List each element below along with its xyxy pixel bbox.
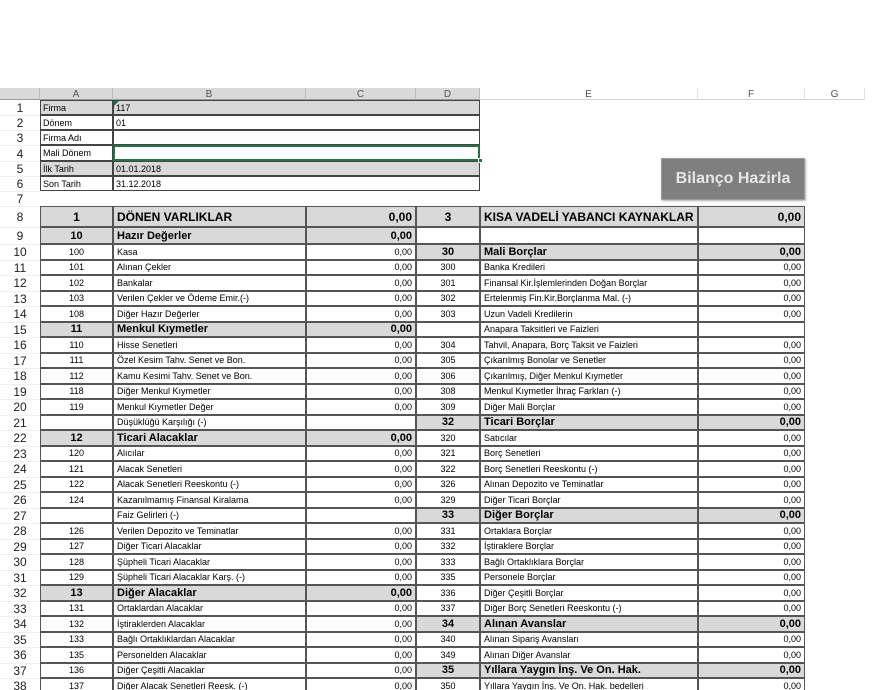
cell-e[interactable]: Anapara Taksitleri ve Faizleri	[480, 322, 698, 338]
cell-c[interactable]: 0,00	[306, 585, 416, 601]
cell-e[interactable]: Diğer Çeşitli Borçlar	[480, 585, 698, 601]
sheet-row	[0, 664, 881, 680]
cell-f[interactable]: 0,00	[698, 206, 805, 227]
cell-b[interactable]: Diğer Alacaklar	[113, 585, 306, 601]
row-number[interactable]: 12	[0, 276, 40, 292]
sheet-row	[0, 431, 881, 447]
sheet-row	[0, 131, 881, 146]
cell-e[interactable]: Personele Borçlar	[480, 570, 698, 586]
sheet-row	[0, 633, 881, 649]
cell-e[interactable]: Alınan Depozito ve Teminatlar	[480, 477, 698, 493]
cell-a[interactable]: 108	[40, 306, 113, 322]
cell-d[interactable]: 321	[416, 446, 480, 462]
cell-e[interactable]: Alınan Avanslar	[480, 616, 698, 632]
cell-c[interactable]: 0,00	[306, 353, 416, 369]
cell-f[interactable]: 0,00	[698, 647, 805, 663]
row-number[interactable]: 26	[0, 493, 40, 509]
cell-e[interactable]: Finansal Kir.İşlemlerinden Doğan Borçlar	[480, 275, 698, 291]
cell-a[interactable]: 110	[40, 337, 113, 353]
bilanco-hazirla-button[interactable]: Bilanço Hazirla	[661, 158, 805, 200]
cell-d[interactable]: 304	[416, 337, 480, 353]
cell-e[interactable]: Alınan Diğer Avanslar	[480, 647, 698, 663]
sheet-row	[0, 354, 881, 370]
cell-e[interactable]: Diğer Borç Senetleri Reeskontu (-)	[480, 601, 698, 617]
sheet-row	[0, 307, 881, 323]
cell-d[interactable]: 301	[416, 275, 480, 291]
cell-c[interactable]: 0,00	[306, 227, 416, 244]
cell-e[interactable]: Ortaklara Borçlar	[480, 523, 698, 539]
cell-d[interactable]	[416, 227, 480, 244]
cell-d[interactable]: 308	[416, 384, 480, 400]
cell-f[interactable]: 0,00	[698, 678, 805, 690]
cell-c[interactable]: 0,00	[306, 663, 416, 679]
row-number[interactable]: 18	[0, 369, 40, 385]
cell-a[interactable]: 132	[40, 616, 113, 632]
select-all-corner[interactable]	[0, 88, 40, 100]
cell-e[interactable]: Uzun Vadeli Kredilerin	[480, 306, 698, 322]
cell-f[interactable]: 0,00	[698, 554, 805, 570]
cell-b[interactable]: Kazanılmamış Finansal Kiralama	[113, 492, 306, 508]
fill-handle[interactable]	[478, 158, 483, 163]
cell-d[interactable]: 35	[416, 663, 480, 679]
row-number[interactable]: 3	[0, 131, 40, 146]
cell-a[interactable]: 121	[40, 461, 113, 477]
row-number[interactable]: 8	[0, 207, 40, 228]
sheet-row	[0, 617, 881, 633]
cell-c[interactable]: 0,00	[306, 275, 416, 291]
cell-f[interactable]: 0,00	[698, 461, 805, 477]
row-number[interactable]: 25	[0, 478, 40, 494]
cell-d[interactable]: 349	[416, 647, 480, 663]
column-header-c[interactable]: C	[306, 88, 416, 100]
cell-f[interactable]: 0,00	[698, 508, 805, 524]
cell-f[interactable]: 0,00	[698, 601, 805, 617]
row-number[interactable]: 10	[0, 245, 40, 261]
cell-a[interactable]: 135	[40, 647, 113, 663]
sheet-row	[0, 447, 881, 463]
cell-b[interactable]: Verilen Depozito ve Teminatlar	[113, 523, 306, 539]
row-number[interactable]: 20	[0, 400, 40, 416]
cell-a[interactable]: 13	[40, 585, 113, 601]
cell-c[interactable]: 0,00	[306, 554, 416, 570]
sheet-row	[0, 369, 881, 385]
cell-c[interactable]: 0,00	[306, 306, 416, 322]
sheet-row	[0, 462, 881, 478]
cell-d[interactable]: 32	[416, 415, 480, 431]
cell-b[interactable]: Diğer Menkul Kıymetler	[113, 384, 306, 400]
cell-e[interactable]: Çıkarılmış, Diğer Menkul Kıymetler	[480, 368, 698, 384]
sheet-row	[0, 555, 881, 571]
cell-b[interactable]: Düşüklüğü Karşılığı (-)	[113, 415, 306, 431]
cell-d[interactable]: 309	[416, 399, 480, 415]
cell-f[interactable]: 0,00	[698, 430, 805, 446]
cell-c[interactable]: 0,00	[306, 523, 416, 539]
cell-e[interactable]: Borç Senetleri Reeskontu (-)	[480, 461, 698, 477]
cell-b[interactable]: Hazır Değerler	[113, 227, 306, 244]
cell-f[interactable]: 0,00	[698, 260, 805, 276]
sheet-row	[0, 385, 881, 401]
cell-d[interactable]: 335	[416, 570, 480, 586]
cell-e[interactable]: Ertelenmiş Fin.Kir.Borçlanma Mal. (-)	[480, 291, 698, 307]
cell-b[interactable]: Alacak Senetleri	[113, 461, 306, 477]
cell-b[interactable]: Ortaklardan Alacaklar	[113, 601, 306, 617]
comment-indicator-icon	[114, 101, 119, 106]
column-header-g[interactable]: G	[805, 88, 865, 100]
cell-b[interactable]: Özel Kesim Tahv. Senet ve Bon.	[113, 353, 306, 369]
cell-f[interactable]: 0,00	[698, 616, 805, 632]
cell-a[interactable]	[40, 508, 113, 524]
cell-f[interactable]: 0,00	[698, 477, 805, 493]
cell-d[interactable]: 303	[416, 306, 480, 322]
row-number[interactable]: 27	[0, 509, 40, 525]
row-number[interactable]: 32	[0, 586, 40, 602]
cell-c[interactable]: 0,00	[306, 632, 416, 648]
cell-d[interactable]: 329	[416, 492, 480, 508]
cell-b[interactable]: Diğer Alacak Senetleri Reesk. (-)	[113, 678, 306, 690]
row-number[interactable]: 17	[0, 354, 40, 370]
cell-c[interactable]	[306, 415, 416, 431]
info-label-cell[interactable]: Firma Adı	[40, 130, 113, 145]
cell-a[interactable]	[40, 415, 113, 431]
column-header-bar	[0, 88, 881, 100]
cell-c[interactable]: 0,00	[306, 244, 416, 260]
cell-f[interactable]: 0,00	[698, 399, 805, 415]
cell-f[interactable]	[698, 322, 805, 338]
cell-d[interactable]: 337	[416, 601, 480, 617]
cell-d[interactable]: 306	[416, 368, 480, 384]
cell-a[interactable]: 126	[40, 523, 113, 539]
cell-d[interactable]: 333	[416, 554, 480, 570]
sheet-row	[0, 540, 881, 556]
cell-b[interactable]: Faiz Gelirleri (-)	[113, 508, 306, 524]
cell-a[interactable]: 122	[40, 477, 113, 493]
cell-b[interactable]: İştiraklerden Alacaklar	[113, 616, 306, 632]
cell-d[interactable]: 320	[416, 430, 480, 446]
cell-d[interactable]: 331	[416, 523, 480, 539]
column-header-a[interactable]: A	[40, 88, 113, 100]
cell-b[interactable]: DÖNEN VARLIKLAR	[113, 206, 306, 227]
cell-e[interactable]: İştiraklere Borçlar	[480, 539, 698, 555]
sheet-row	[0, 116, 881, 131]
cell-f[interactable]: 0,00	[698, 337, 805, 353]
info-label-cell[interactable]: İlk Tarih	[40, 161, 113, 176]
cell-a[interactable]: 128	[40, 554, 113, 570]
cell-e[interactable]: Diğer Ticari Borçlar	[480, 492, 698, 508]
cell-c[interactable]	[306, 508, 416, 524]
cell-e[interactable]: Çıkarılmış Bonolar ve Senetler	[480, 353, 698, 369]
cell-b[interactable]: Personelden Alacaklar	[113, 647, 306, 663]
cell-b[interactable]: Diğer Çeşitli Alacaklar	[113, 663, 306, 679]
cell-f[interactable]: 0,00	[698, 306, 805, 322]
row-number[interactable]: 37	[0, 664, 40, 680]
cell-d[interactable]: 3	[416, 206, 480, 227]
cell-b[interactable]: Menkul Kıymetler Değer	[113, 399, 306, 415]
cell-e[interactable]: Tahvil, Anapara, Borç Taksit ve Faizleri	[480, 337, 698, 353]
row-number[interactable]: 33	[0, 602, 40, 618]
row-number[interactable]: 22	[0, 431, 40, 447]
cell-e[interactable]: Ticari Borçlar	[480, 415, 698, 431]
row-number[interactable]: 30	[0, 555, 40, 571]
info-label-cell[interactable]: Firma	[40, 100, 113, 115]
row-number[interactable]: 38	[0, 679, 40, 690]
cell-b[interactable]: Hisse Senetleri	[113, 337, 306, 353]
cell-a[interactable]: 136	[40, 663, 113, 679]
cell-b[interactable]: Alıcılar	[113, 446, 306, 462]
sheet-row	[0, 292, 881, 308]
info-value-cell[interactable]: 117	[113, 100, 480, 115]
sheet-row	[0, 207, 881, 228]
cell-e[interactable]: Yıllara Yaygın İnş. Ve On. Hak.	[480, 663, 698, 679]
cell-f[interactable]: 0,00	[698, 415, 805, 431]
cell-d[interactable]: 302	[416, 291, 480, 307]
cell-a[interactable]: 10	[40, 227, 113, 244]
cell-d[interactable]: 30	[416, 244, 480, 260]
cell-f[interactable]: 0,00	[698, 663, 805, 679]
column-header-d[interactable]: D	[416, 88, 480, 100]
cell-e[interactable]: Diğer Borçlar	[480, 508, 698, 524]
info-value-cell[interactable]: 01	[113, 115, 480, 130]
sheet-row	[0, 478, 881, 494]
cell-d[interactable]	[416, 322, 480, 338]
row-number[interactable]: 5	[0, 162, 40, 177]
info-label-cell[interactable]: Son Tarih	[40, 176, 113, 191]
row-number[interactable]: 6	[0, 177, 40, 192]
row-number[interactable]: 21	[0, 416, 40, 432]
cell-a[interactable]: 124	[40, 492, 113, 508]
cell-e[interactable]: Alınan Sipariş Avansları	[480, 632, 698, 648]
sheet-row	[0, 679, 881, 690]
sheet-row	[0, 276, 881, 292]
cell-e[interactable]: Diğer Mali Borçlar	[480, 399, 698, 415]
cell-f[interactable]: 0,00	[698, 275, 805, 291]
cell-d[interactable]: 340	[416, 632, 480, 648]
cell-a[interactable]: 129	[40, 570, 113, 586]
cell-a[interactable]: 12	[40, 430, 113, 446]
cell-b[interactable]: Diğer Hazır Değerler	[113, 306, 306, 322]
cell-d[interactable]: 350	[416, 678, 480, 690]
row-number[interactable]: 29	[0, 540, 40, 556]
row-number[interactable]: 14	[0, 307, 40, 323]
cell-c[interactable]: 0,00	[306, 430, 416, 446]
sheet-row	[0, 602, 881, 618]
cell-e[interactable]	[480, 227, 698, 244]
cell-e[interactable]: Mali Borçlar	[480, 244, 698, 260]
cell-f[interactable]: 0,00	[698, 368, 805, 384]
column-header-b[interactable]: B	[113, 88, 306, 100]
row-number[interactable]: 15	[0, 323, 40, 339]
cell-a[interactable]: 111	[40, 353, 113, 369]
cell-a[interactable]: 119	[40, 399, 113, 415]
row-number[interactable]: 1	[0, 101, 40, 116]
sheet-row	[0, 648, 881, 664]
row-number[interactable]: 13	[0, 292, 40, 308]
cell-c[interactable]: 0,00	[306, 678, 416, 690]
cell-b[interactable]: Menkul Kıymetler	[113, 322, 306, 338]
cell-c[interactable]: 0,00	[306, 601, 416, 617]
cell-a[interactable]: 120	[40, 446, 113, 462]
cell-d[interactable]: 33	[416, 508, 480, 524]
cell-c[interactable]: 0,00	[306, 322, 416, 338]
info-value-cell[interactable]: 01.01.2018	[113, 161, 480, 176]
row-number[interactable]: 24	[0, 462, 40, 478]
cell-a[interactable]: 131	[40, 601, 113, 617]
sheet-row	[0, 400, 881, 416]
cell-b[interactable]: Şüpheli Ticari Alacaklar Karş. (-)	[113, 570, 306, 586]
cell-f[interactable]: 0,00	[698, 353, 805, 369]
cell-c[interactable]: 0,00	[306, 492, 416, 508]
cell-a[interactable]: 103	[40, 291, 113, 307]
sheet-row	[0, 323, 881, 339]
cell-c[interactable]: 0,00	[306, 384, 416, 400]
row-number[interactable]: 11	[0, 261, 40, 277]
sheet-row	[0, 586, 881, 602]
row-number[interactable]: 4	[0, 146, 40, 162]
cell-d[interactable]: 332	[416, 539, 480, 555]
cell-a[interactable]: 118	[40, 384, 113, 400]
sheet-row	[0, 261, 881, 277]
cell-f[interactable]: 0,00	[698, 492, 805, 508]
cell-d[interactable]: 34	[416, 616, 480, 632]
cell-c[interactable]: 0,00	[306, 647, 416, 663]
cell-e[interactable]: Borç Senetleri	[480, 446, 698, 462]
cell-b[interactable]: Bağlı Ortaklıklardan Alacaklar	[113, 632, 306, 648]
cell-e[interactable]: Bağlı Ortaklıklara Borçlar	[480, 554, 698, 570]
info-label-cell[interactable]: Dönem	[40, 115, 113, 130]
cell-a[interactable]: 112	[40, 368, 113, 384]
cell-c[interactable]: 0,00	[306, 260, 416, 276]
cell-f[interactable]: 0,00	[698, 539, 805, 555]
cell-b[interactable]: Kasa	[113, 244, 306, 260]
cell-c[interactable]: 0,00	[306, 446, 416, 462]
row-number[interactable]: 34	[0, 617, 40, 633]
column-header-e[interactable]: E	[480, 88, 698, 100]
row-number[interactable]: 2	[0, 116, 40, 131]
row-number[interactable]: 7	[0, 192, 40, 207]
sheet-row	[0, 416, 881, 432]
sheet-row	[0, 228, 881, 245]
cell-d[interactable]: 305	[416, 353, 480, 369]
cell-a[interactable]: 102	[40, 275, 113, 291]
sheet-row	[0, 101, 881, 116]
cell-a[interactable]: 101	[40, 260, 113, 276]
sheet-row	[0, 493, 881, 509]
cell-c[interactable]: 0,00	[306, 539, 416, 555]
cell-c[interactable]: 0,00	[306, 570, 416, 586]
cell-d[interactable]: 326	[416, 477, 480, 493]
info-label-cell[interactable]: Mali Dönem	[40, 145, 113, 161]
cell-a[interactable]: 1	[40, 206, 113, 227]
selected-cell[interactable]	[113, 145, 480, 161]
row-number[interactable]: 23	[0, 447, 40, 463]
row-number[interactable]: 16	[0, 338, 40, 354]
cell-f[interactable]	[698, 227, 805, 244]
sheet-row	[0, 524, 881, 540]
cell-b[interactable]: Alacak Senetleri Reeskontu (-)	[113, 477, 306, 493]
cell-b[interactable]: Verilen Çekler ve Ödeme Emir.(-)	[113, 291, 306, 307]
cell-e[interactable]: Yıllara Yaygın İnş. Ve On. Hak. bedelleri	[480, 678, 698, 690]
cell-c[interactable]: 0,00	[306, 368, 416, 384]
cell-f[interactable]: 0,00	[698, 523, 805, 539]
sheet-row	[0, 571, 881, 587]
column-header-f[interactable]: F	[698, 88, 805, 100]
cell-c[interactable]: 0,00	[306, 477, 416, 493]
cell-e[interactable]: KISA VADELİ YABANCI KAYNAKLAR	[480, 206, 698, 227]
cell-e[interactable]: Banka Kredileri	[480, 260, 698, 276]
cell-b[interactable]: Diğer Ticari Alacaklar	[113, 539, 306, 555]
cell-f[interactable]: 0,00	[698, 384, 805, 400]
cell-b[interactable]: Alınan Çekler	[113, 260, 306, 276]
cell-a[interactable]: 137	[40, 678, 113, 690]
row-number[interactable]: 36	[0, 648, 40, 664]
cell-a[interactable]: 133	[40, 632, 113, 648]
cell-f[interactable]: 0,00	[698, 585, 805, 601]
cell-c[interactable]: 0,00	[306, 291, 416, 307]
cell-a[interactable]: 11	[40, 322, 113, 338]
row-number[interactable]: 35	[0, 633, 40, 649]
cell-b[interactable]: Kamu Kesimi Tahv. Senet ve Bon.	[113, 368, 306, 384]
info-value-cell[interactable]: 31.12.2018	[113, 176, 480, 191]
cell-b[interactable]: Şüpheli Ticari Alacaklar	[113, 554, 306, 570]
row-number[interactable]: 19	[0, 385, 40, 401]
sheet-row	[0, 338, 881, 354]
cell-a[interactable]: 100	[40, 244, 113, 260]
cell-b[interactable]: Ticari Alacaklar	[113, 430, 306, 446]
cell-c[interactable]: 0,00	[306, 616, 416, 632]
cell-f[interactable]: 0,00	[698, 446, 805, 462]
cell-e[interactable]: Menkul Kıymetler İhraç Farkları (-)	[480, 384, 698, 400]
cell-b[interactable]: Bankalar	[113, 275, 306, 291]
cell-c[interactable]: 0,00	[306, 206, 416, 227]
row-number[interactable]: 9	[0, 228, 40, 245]
cell-c[interactable]: 0,00	[306, 461, 416, 477]
row-number[interactable]: 31	[0, 571, 40, 587]
row-number[interactable]: 28	[0, 524, 40, 540]
cell-d[interactable]: 336	[416, 585, 480, 601]
cell-d[interactable]: 300	[416, 260, 480, 276]
info-value-cell[interactable]	[113, 130, 480, 145]
cell-a[interactable]: 127	[40, 539, 113, 555]
cell-d[interactable]: 322	[416, 461, 480, 477]
cell-f[interactable]: 0,00	[698, 570, 805, 586]
sheet-row	[0, 245, 881, 261]
cell-f[interactable]: 0,00	[698, 291, 805, 307]
cell-c[interactable]: 0,00	[306, 399, 416, 415]
sheet-row	[0, 509, 881, 525]
cell-c[interactable]: 0,00	[306, 337, 416, 353]
cell-e[interactable]: Satıcılar	[480, 430, 698, 446]
cell-f[interactable]: 0,00	[698, 244, 805, 260]
cell-f[interactable]: 0,00	[698, 632, 805, 648]
